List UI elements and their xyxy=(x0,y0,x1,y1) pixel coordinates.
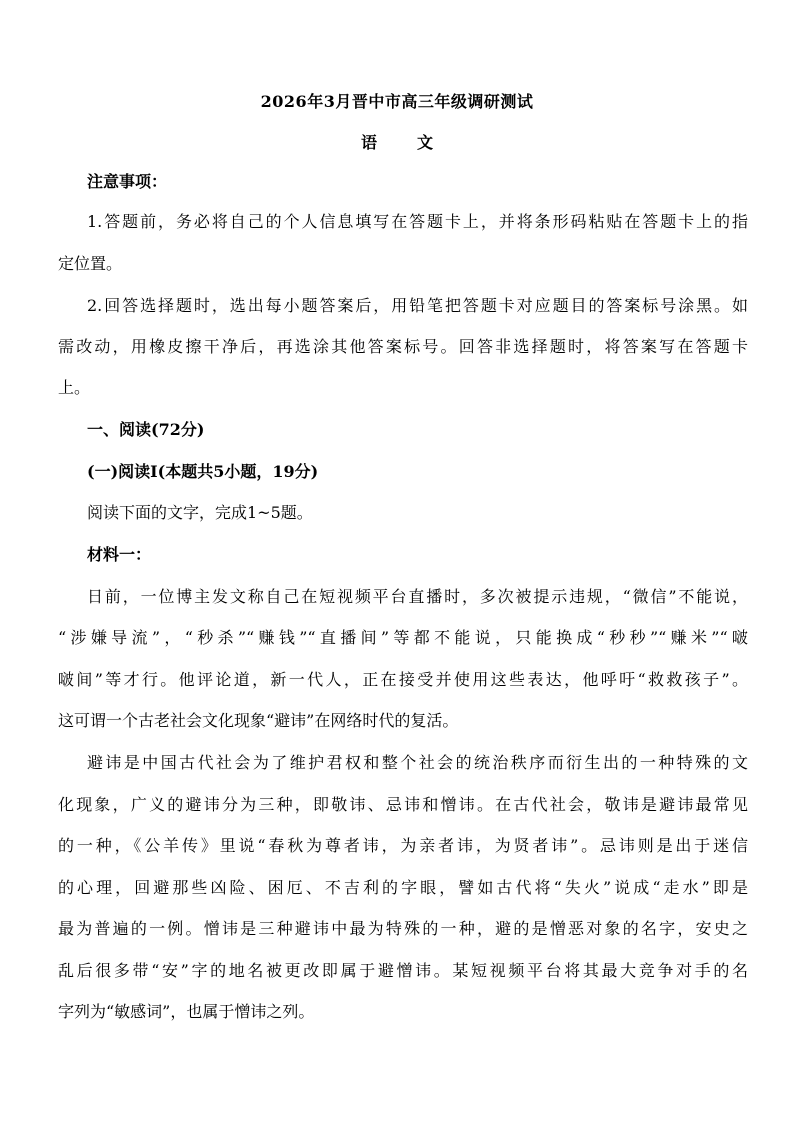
subject-title: 语文 xyxy=(360,133,473,152)
passage-line: 化现象，广义的避讳分为三种，即敬讳、忌讳和憎讳。在古代社会，敬讳是避讳最常见 xyxy=(58,795,748,814)
passage-line: 避讳是中国古代社会为了维护君权和整个社会的统治秩序而衍生出的一种特殊的文 xyxy=(87,753,748,772)
passage-line: 最为普遍的一例。憎讳是三种避讳中最为特殊的一种，避的是憎恶对象的名字，安史之 xyxy=(58,919,748,938)
section-heading: 一、阅读(72分) xyxy=(87,420,205,439)
notice-heading: 注意事项： xyxy=(87,172,168,191)
notice-line: 1.答题前，务必将自己的个人信息填写在答题卡上，并将条形码粘贴在答题卡上的指 xyxy=(87,212,748,231)
passage-line: “涉嫌导流”，“秒杀”“赚钱”“直播间”等都不能说，只能换成“秒秒”“赚米”“啵 xyxy=(58,628,748,647)
passage-line: 的一种，《公羊传》里说“春秋为尊者讳，为亲者讳，为贤者讳”。忌讳则是出于迷信 xyxy=(58,836,748,855)
passage-line: 啵间”等才行。他评论道，新一代人，正在接受并使用这些表达，他呼吁“救救孩子”。 xyxy=(58,670,748,689)
notice-line: 定位置。 xyxy=(58,254,123,273)
passage-line: 这可谓一个古老社会文化现象“避讳”在网络时代的复活。 xyxy=(58,711,459,730)
notice-line: 2.回答选择题时，选出每小题答案后，用铅笔把答题卡对应题目的答案标号涂黑。如 xyxy=(87,296,748,315)
exam-title: 2026年3月晋中市高三年级调研测试 xyxy=(260,92,534,111)
passage-line: 的心理，回避那些凶险、困厄、不吉利的字眼，譬如古代将“失火”说成“走水”即是 xyxy=(58,878,748,897)
notice-line: 上。 xyxy=(58,378,91,397)
passage-line: 乱后很多带“安”字的地名被更改即属于避憎讳。某短视频平台将其最大竞争对手的名 xyxy=(58,961,748,980)
passage-line: 日前，一位博主发文称自己在短视频平台直播时，多次被提示违规，“微信”不能说， xyxy=(87,587,748,606)
notice-line: 需改动，用橡皮擦干净后，再选涂其他答案标号。回答非选择题时，将答案写在答题卡 xyxy=(58,337,748,356)
material-label: 材料一： xyxy=(87,545,152,564)
passage-line: 字列为“敏感词”，也属于憎讳之列。 xyxy=(58,1002,315,1021)
section-instruction: 阅读下面的文字，完成1~5题。 xyxy=(87,503,313,522)
section-subheading: (一)阅读Ⅰ(本题共5小题，19分) xyxy=(87,462,319,481)
